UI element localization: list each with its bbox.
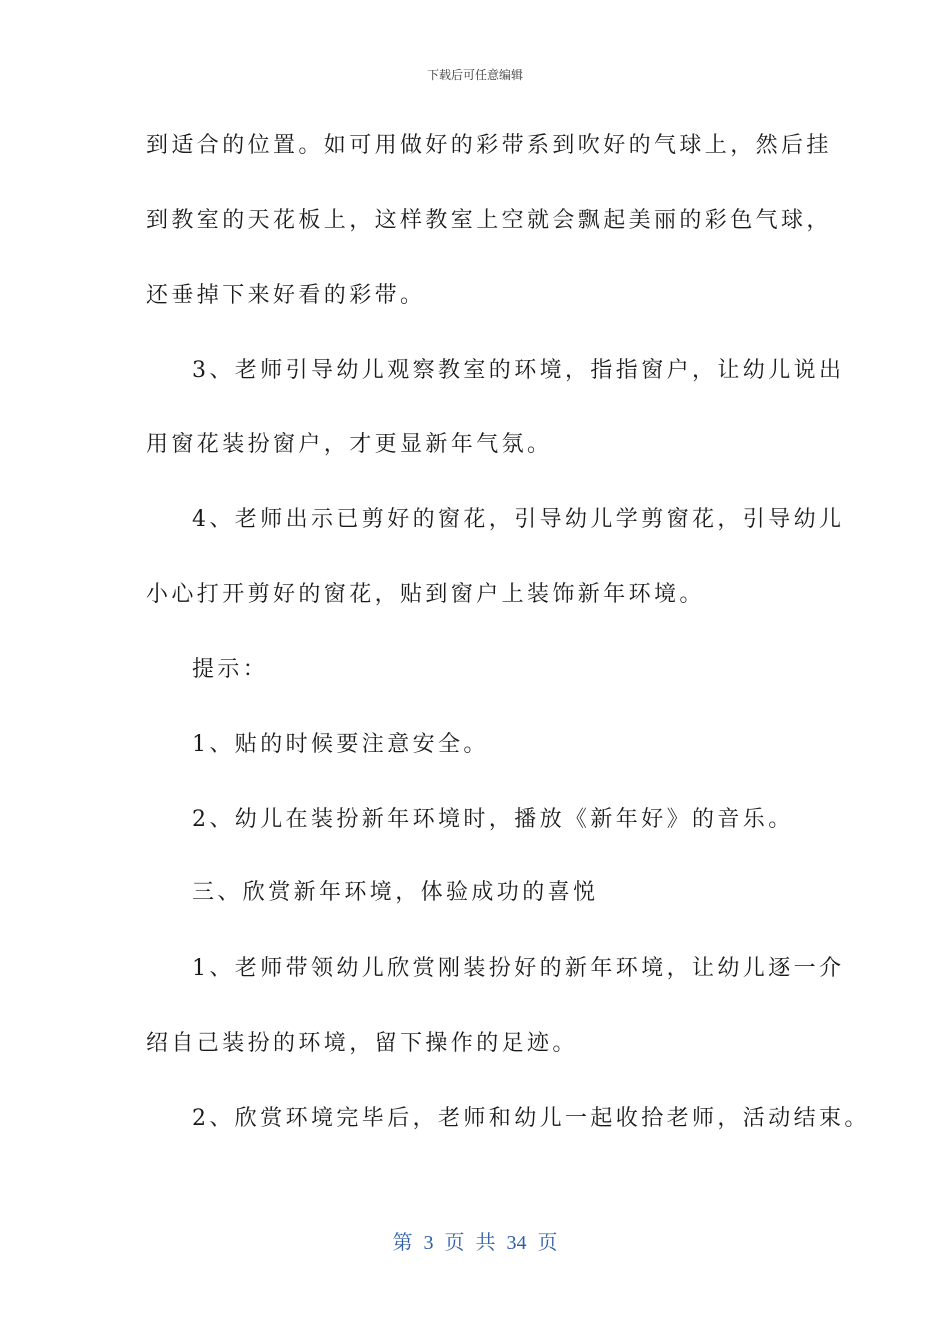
paragraph-line: 2、幼儿在装扮新年环境时，播放《新年好》的音乐。 <box>192 807 794 832</box>
paragraph-line: 4、老师出示已剪好的窗花，引导幼儿学剪窗花，引导幼儿 <box>192 507 845 532</box>
paragraph-line: 小心打开剪好的窗花，贴到窗户上装饰新年环境。 <box>146 582 705 607</box>
section-label: 提示： <box>192 657 269 682</box>
header-note: 下载后可任意编辑 <box>426 68 523 82</box>
page-number: 第 3 页 共 34 页 <box>392 1232 558 1254</box>
paragraph-line: 还垂掉下来好看的彩带。 <box>146 283 426 308</box>
paragraph-line: 绍自己装扮的环境，留下操作的足迹。 <box>146 1031 578 1056</box>
section-heading: 三、欣赏新年环境，体验成功的喜悦 <box>192 880 599 905</box>
paragraph-line: 3、老师引导幼儿观察教室的环境，指指窗户，让幼儿说出 <box>192 358 845 383</box>
paragraph-line: 1、贴的时候要注意安全。 <box>192 732 489 757</box>
paragraph-line: 到适合的位置。如可用做好的彩带系到吹好的气球上，然后挂 <box>146 133 832 158</box>
paragraph-line: 用窗花装扮窗户，才更显新年气氛。 <box>146 432 553 457</box>
paragraph-line: 2、欣赏环境完毕后，老师和幼儿一起收拾老师，活动结束。 <box>192 1106 870 1131</box>
paragraph-line: 1、老师带领幼儿欣赏刚装扮好的新年环境，让幼儿逐一介 <box>192 956 845 981</box>
paragraph-line: 到教室的天花板上，这样教室上空就会飘起美丽的彩色气球， <box>146 208 832 233</box>
